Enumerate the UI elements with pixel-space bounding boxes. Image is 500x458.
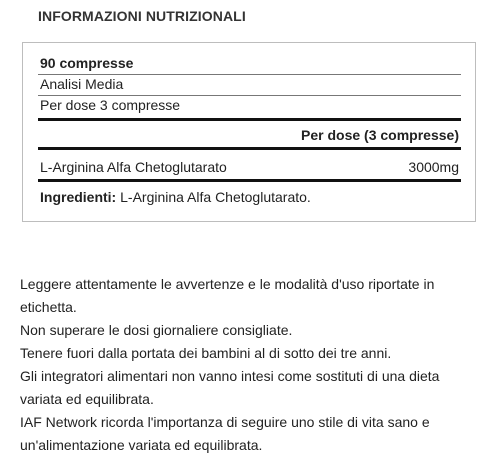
package-size: 90 compresse (40, 55, 134, 71)
warning-line: Gli integratori alimentari non vanno intesi come sostituti di una dieta (20, 368, 440, 384)
nutrient-row (40, 159, 459, 175)
dose-note: Per dose 3 compresse (40, 97, 181, 113)
divider (38, 74, 461, 75)
analysis-label: Analisi Media (40, 76, 124, 92)
thick-divider (38, 179, 461, 182)
ingredients-label: Ingredienti: (40, 189, 117, 205)
warnings-text (20, 273, 470, 457)
warning-line: etichetta. (20, 299, 77, 315)
warning-line: variata ed equilibrata. (20, 391, 154, 407)
nutrient-name: L-Arginina Alfa Chetoglutarato (40, 159, 227, 175)
warning-line: IAF Network ricorda l'importanza di seguire uno stile di vita sano e (20, 414, 430, 430)
warning-line: Leggere attentamente le avvertenze e le modalità d'uso riportate in (20, 276, 435, 292)
column-header: Per dose (3 compresse) (301, 127, 459, 143)
section-title: INFORMAZIONI NUTRIZIONALI (38, 8, 246, 24)
nutrition-facts-box (22, 42, 476, 222)
warning-line: Non superare le dosi giornaliere consigliate. (20, 322, 293, 338)
thick-divider (38, 118, 461, 121)
warning-line: un'alimentazione variata ed equilibrata. (20, 437, 263, 453)
ingredients-row (40, 189, 459, 205)
warning-line: Tenere fuori dalla portata dei bambini al di sotto dei tre anni. (20, 345, 392, 361)
ingredients-text: L-Arginina Alfa Chetoglutarato. (116, 189, 311, 205)
nutrient-value: 3000mg (408, 159, 459, 175)
divider (38, 95, 461, 96)
thick-divider (38, 147, 461, 150)
